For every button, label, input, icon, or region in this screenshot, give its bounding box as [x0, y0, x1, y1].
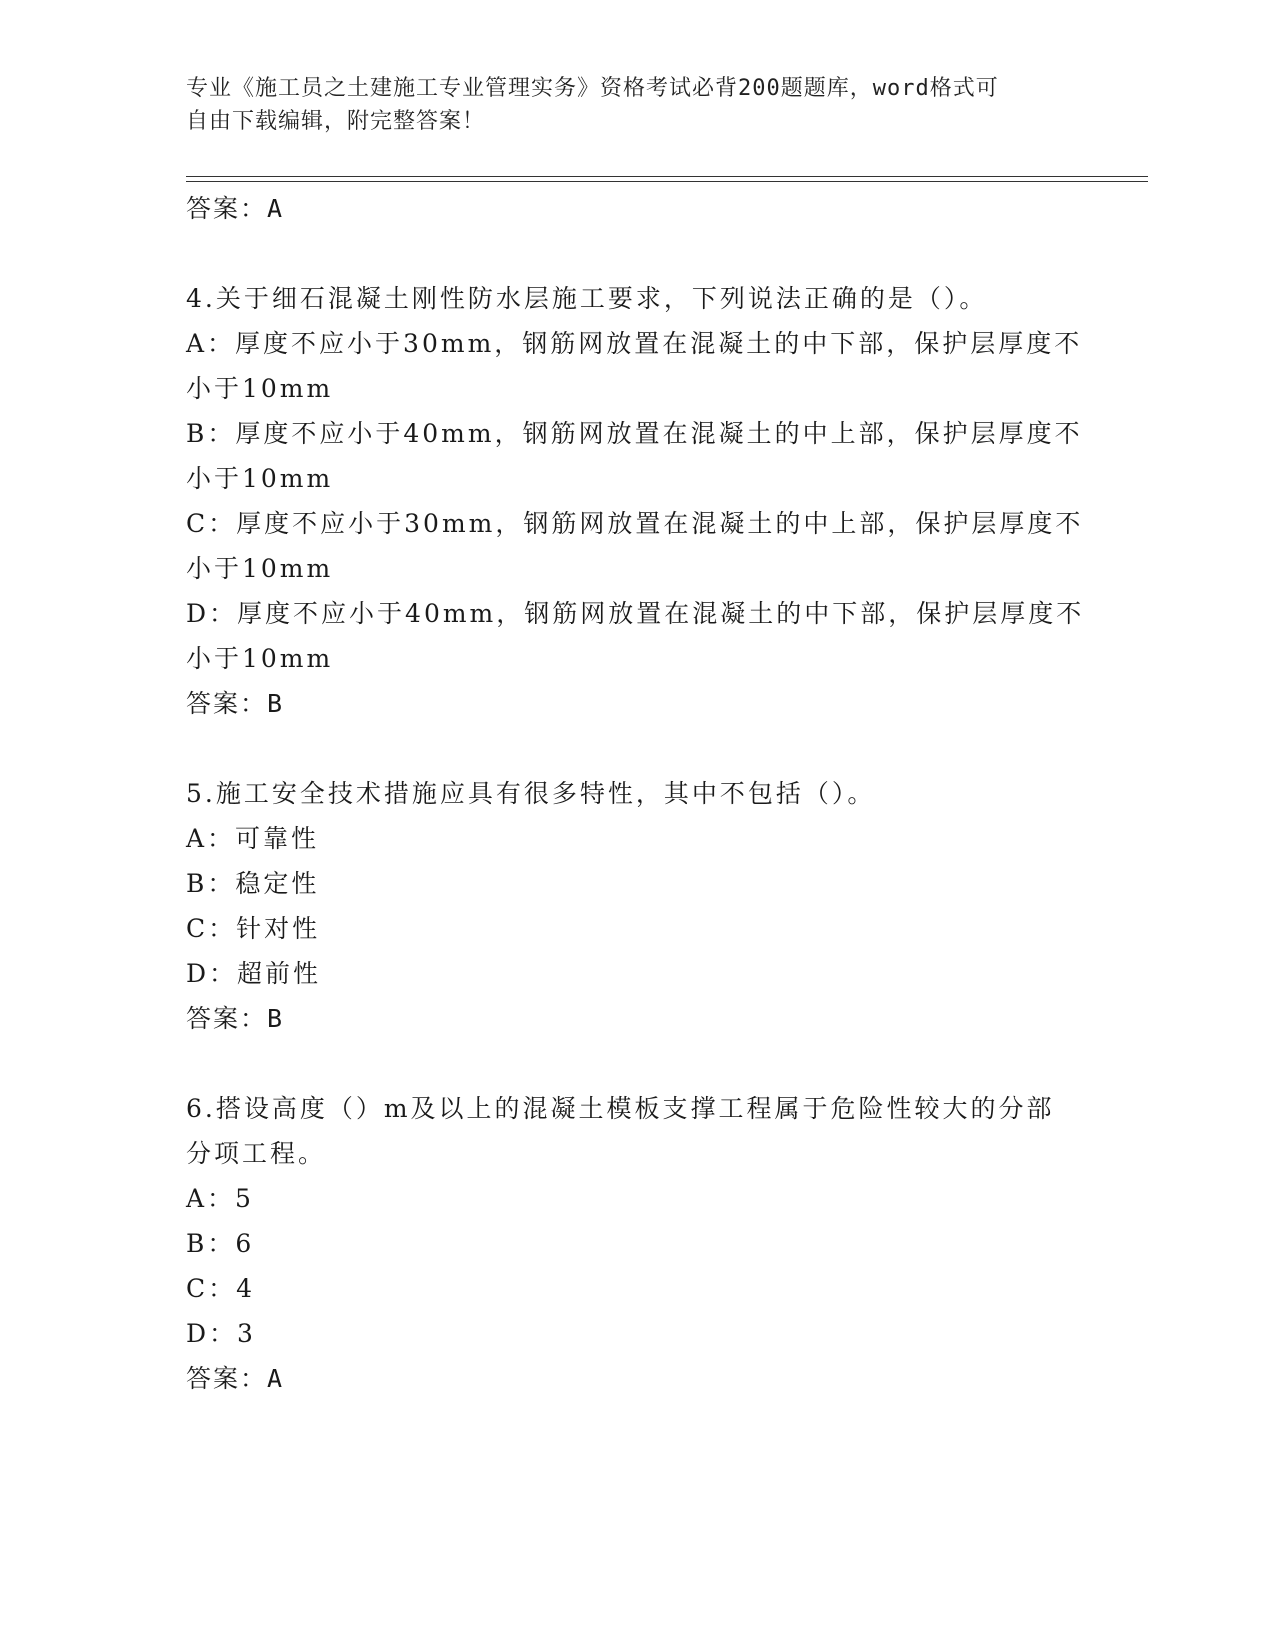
- option-d: D：3: [186, 1319, 256, 1348]
- option-c-line-1: C：厚度不应小于30mm，钢筋网放置在混凝土的中上部，保护层厚度不: [186, 509, 1084, 538]
- spacer: [186, 1041, 1086, 1086]
- document-header: [186, 72, 1086, 138]
- spacer: [186, 726, 1086, 771]
- header-rule-bottom: [186, 181, 1148, 182]
- option-b-line-1: B：厚度不应小于40mm，钢筋网放置在混凝土的中上部，保护层厚度不: [186, 419, 1083, 448]
- option-d-line-1: D：厚度不应小于40mm，钢筋网放置在混凝土的中下部，保护层厚度不: [186, 599, 1085, 628]
- option-c-line-2: 小于10mm: [186, 554, 334, 583]
- question-answer: 答案：B: [186, 1004, 285, 1033]
- question-stem-line-2: 分项工程。: [186, 1139, 327, 1168]
- question-block: [186, 276, 1086, 726]
- option-a-line-2: 小于10mm: [186, 374, 334, 403]
- option-d-line-2: 小于10mm: [186, 644, 334, 673]
- option-a: A：可靠性: [186, 824, 320, 853]
- option-b: B：6: [186, 1229, 255, 1258]
- header-rule-top: [186, 176, 1148, 177]
- question-block: [186, 771, 1086, 1041]
- question-answer: 答案：B: [186, 689, 285, 718]
- option-b: B：稳定性: [186, 869, 320, 898]
- option-d: D：超前性: [186, 959, 322, 988]
- spacer: [186, 231, 1086, 276]
- option-c: C：针对性: [186, 914, 321, 943]
- option-b-line-2: 小于10mm: [186, 464, 334, 493]
- question-content: [186, 186, 1086, 1401]
- option-a-line-1: A：厚度不应小于30mm，钢筋网放置在混凝土的中下部，保护层厚度不: [186, 329, 1083, 358]
- option-c: C：4: [186, 1274, 256, 1303]
- header-line-1: 专业《施工员之土建施工专业管理实务》资格考试必背200题题库，word格式可: [186, 76, 999, 101]
- question-stem-line-1: 6.搭设高度（）m及以上的混凝土模板支撑工程属于危险性较大的分部: [186, 1094, 1055, 1123]
- question-block: [186, 1086, 1086, 1401]
- question-stem: 4.关于细石混凝土刚性防水层施工要求，下列说法正确的是（）。: [186, 284, 988, 313]
- header-line-2: 自由下载编辑，附完整答案！: [186, 109, 486, 134]
- question-stem: 5.施工安全技术措施应具有很多特性，其中不包括（）。: [186, 779, 876, 808]
- option-a: A：5: [186, 1184, 254, 1213]
- question-answer: 答案：A: [186, 1364, 285, 1393]
- previous-answer: 答案：A: [186, 194, 285, 223]
